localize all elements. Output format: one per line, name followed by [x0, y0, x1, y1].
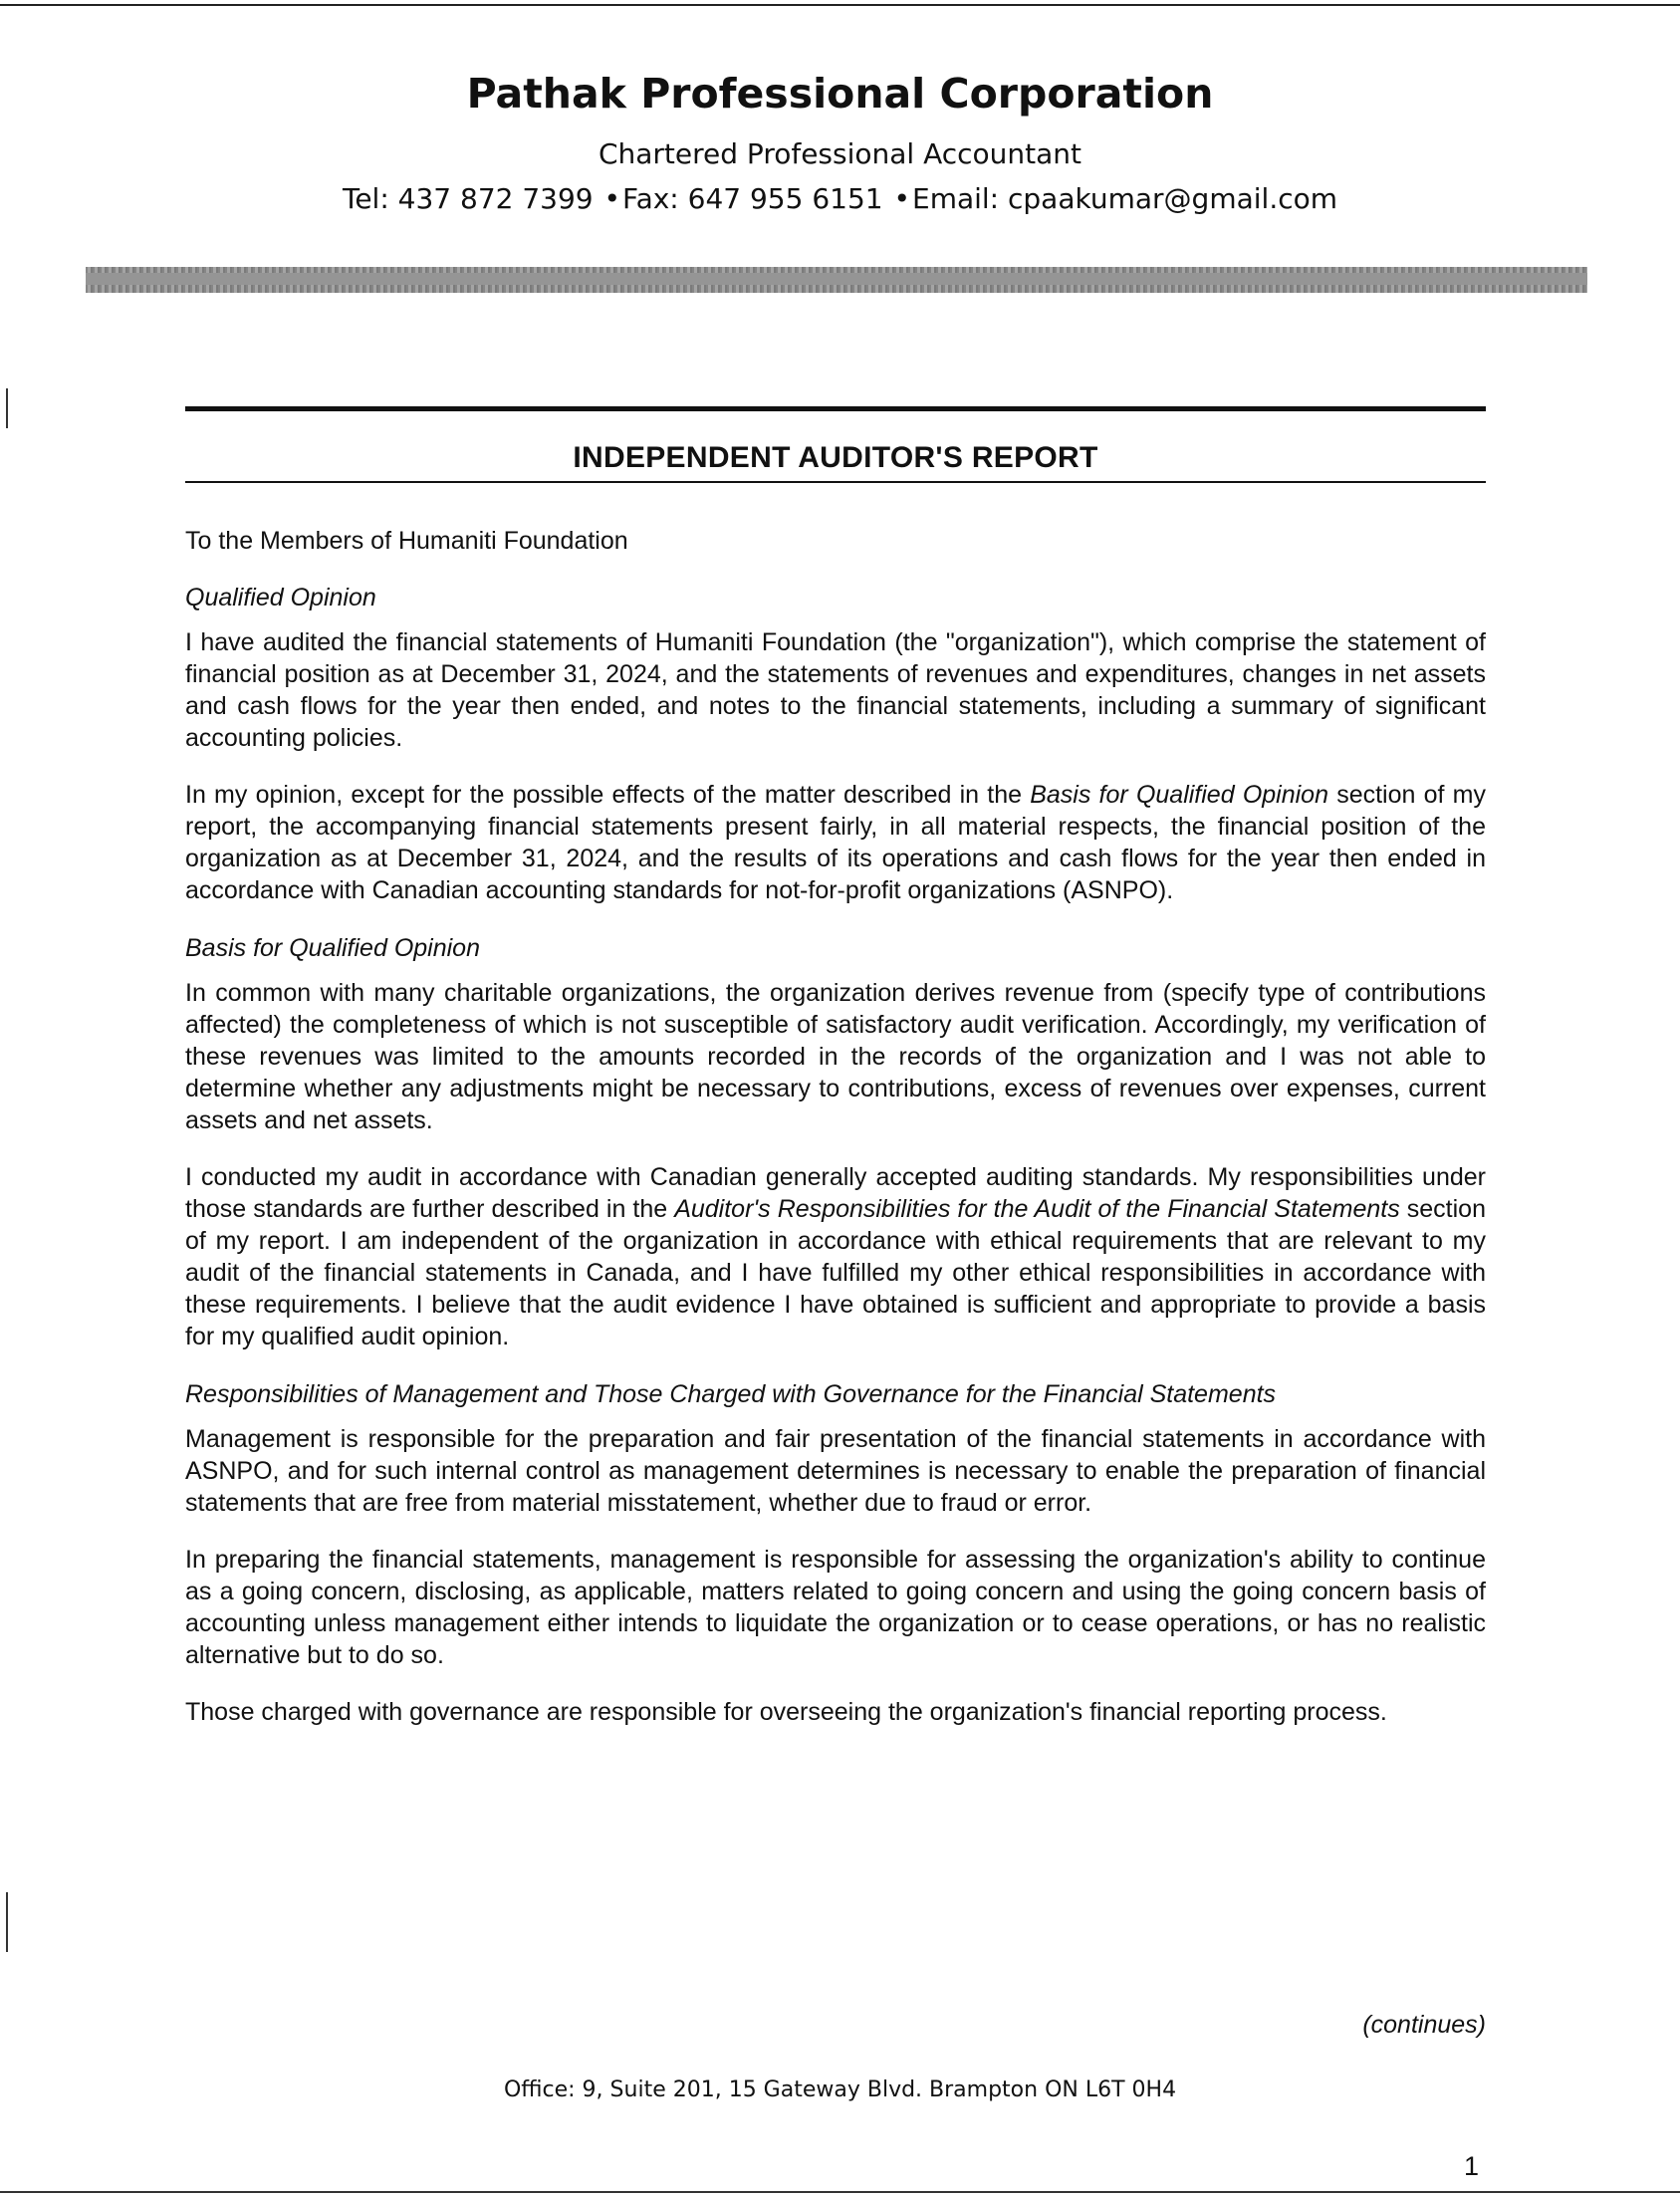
paragraph-basis-limitation: In common with many charitable organizations, the organization derives revenue from (specify type of contributions affected) the completeness of which is not susceptible of satisfactory audit verification. Accordingly, my verification of these revenues was limited to the amounts recorded in the records of the organization and I was not able to determine whether any adjustments might be necessary to contributions, excess of revenues over expenses, current assets and net assets.	[185, 979, 1486, 1134]
paragraph-opinion-scope: I have audited the financial statements of Humaniti Foundation (the "organization"), which comprise the statement of financial position as at December 31, 2024, and the statements of revenues and expenditures, changes in net assets and cash flows for the year then ended, and notes to the financial statements, including a summary of significant accounting policies.	[185, 628, 1486, 752]
section-heading-responsibilities: Responsibilities of Management and Those Charged with Governance for the Financial Statements	[185, 1380, 1277, 1408]
scan-margin-mark	[6, 388, 8, 428]
scan-edge-top	[0, 4, 1680, 6]
page-number: 1	[1464, 2151, 1480, 2181]
firm-fax: Fax: 647 955 6151	[622, 182, 883, 215]
report-top-rule	[185, 406, 1486, 411]
paragraph-governance: Those charged with governance are responsible for overseeing the organization's financial reporting process.	[185, 1698, 1387, 1726]
firm-contact	[0, 182, 1680, 215]
contact-bullet: •	[603, 182, 621, 215]
firm-name: Pathak Professional Corporation	[466, 70, 1214, 118]
firm-email: Email: cpaakumar@gmail.com	[912, 182, 1338, 215]
firm-telephone: Tel: 437 872 7399	[342, 182, 594, 215]
paragraph-opinion: In my opinion, except for the possible effects of the matter described in the Basis for Qualified Opinion section of my report, the accompanying financial statements present fairly, in all material respects, the financial position of the organization as at December 31, 2024, and the results of its operations and cash flows for the year then ended in accordance with Canadian accounting standards for not-for-profit organizations (ASNPO).	[185, 781, 1487, 904]
section-heading-basis: Basis for Qualified Opinion	[185, 934, 480, 962]
paragraph-going-concern: In preparing the financial statements, management is responsible for assessing the organization's ability to continue as a going concern, disclosing, as applicable, matters related to going concern and using the going concern basis of accounting unless management either intends to liquidate the organization or to cease operations, or has no realistic alternative but to do so.	[185, 1546, 1486, 1669]
footer-address: Office: 9, Suite 201, 15 Gateway Blvd. Brampton ON L6T 0H4	[503, 2077, 1177, 2102]
scan-margin-mark	[6, 1892, 8, 1952]
firm-subtitle: Chartered Professional Accountant	[598, 137, 1082, 170]
report-body	[185, 406, 1486, 1753]
report-title: INDEPENDENT AUDITOR'S REPORT	[185, 441, 1486, 483]
letterhead	[0, 70, 1680, 215]
letterhead-divider	[86, 267, 1587, 293]
paragraph-management-responsibility: Management is responsible for the preparation and fair presentation of the financial statements in accordance with ASNPO, and for such internal control as management determines is necessary to enable the preparation of financial statements that are free from material misstatement, whether due to fraud or error.	[185, 1425, 1486, 1517]
report-addressee: To the Members of Humaniti Foundation	[185, 527, 628, 555]
continues-note: (continues)	[1362, 2011, 1486, 2039]
contact-bullet: •	[893, 182, 910, 215]
paragraph-basis-standards: I conducted my audit in accordance with Canadian generally accepted auditing standards. My responsibilities under those standards are further described in the Auditor's Responsibilities for the Audit of the Financial Statements section of my report. I am independent of the organization in accordance with ethical requirements that are relevant to my audit of the financial statements in Canada, and I have fulfilled my other ethical responsibilities in accordance with these requirements. I believe that the audit evidence I have obtained is sufficient and appropriate to provide a basis for my qualified audit opinion.	[185, 1163, 1486, 1350]
section-heading-qualified-opinion: Qualified Opinion	[185, 584, 376, 611]
scan-edge-bottom	[0, 2191, 1680, 2193]
